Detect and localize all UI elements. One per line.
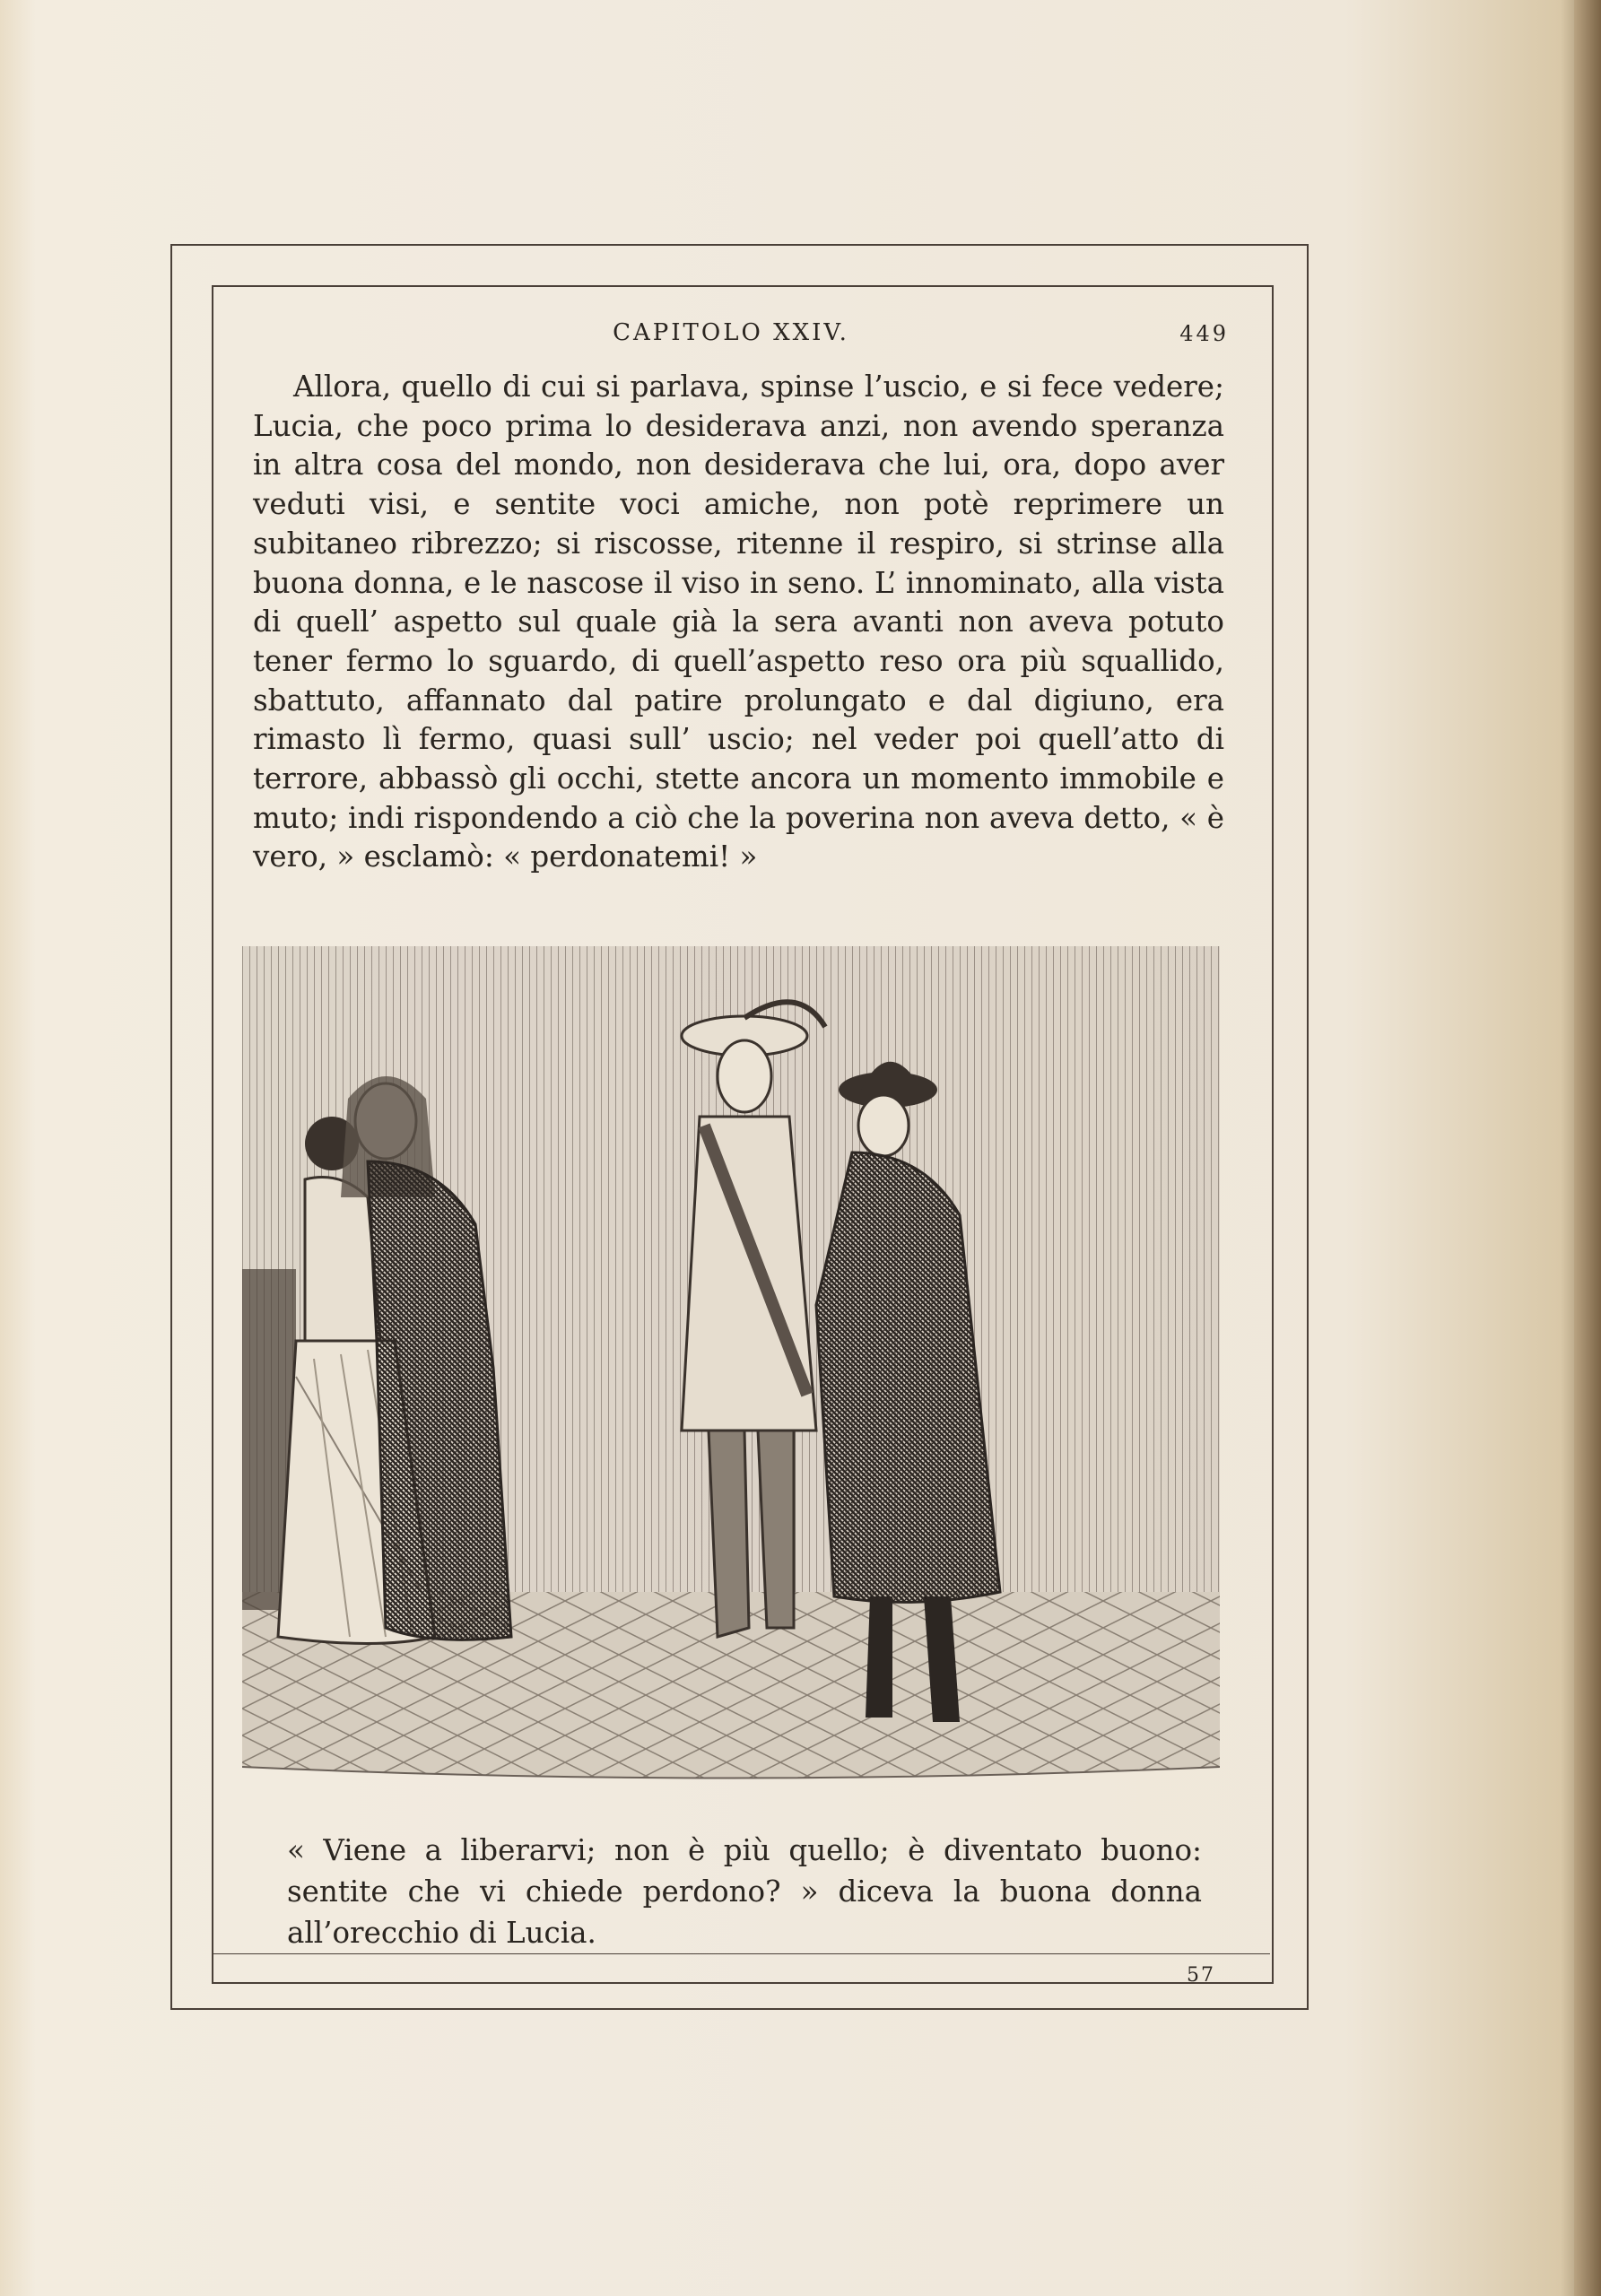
body-paragraph: Allora, quello di cui si parlava, spinse l’uscio, e si fece vedere; Lucia, che poco prima lo desiderava anzi, non avendo speranza in altra cosa del mondo, non desiderava che lui, ora, dopo aver veduti visi, e sentite voci amiche, non potè reprimere un subitaneo ribrezzo; si riscosse, ritenne il respiro, si strinse alla buona donna, e le nascose il viso in seno. L’ innominato, alla vista di quell’ aspetto sul quale già la sera avanti non aveva potuto tener fermo lo sguardo, di quell’aspetto reso ora più squallido, sbattuto, affannato dal patire prolungato e dal digiuno, era rimasto lì fermo, quasi sull’ uscio; nel veder poi quell’atto di terrore, abbassò gli occhi, stette ancora un momento immobile e muto; indi rispondendo a ciò che la poverina non aveva detto, « è vero, » esclamò: « perdonatemi! » xyxy=(253,370,1224,874)
illustration-caption: « Viene a liberarvi; non è più quello; è diventato buono: sentite che vi chiede perdono? » diceva la buona donna all’orecchio di Lucia. xyxy=(287,1833,1202,1950)
page-number: 449 xyxy=(1179,321,1229,346)
bottom-rule xyxy=(212,1953,1270,1954)
page-edge xyxy=(1574,0,1601,2296)
chapter-title: CAPITOLO XXIV. xyxy=(613,319,849,346)
signature-mark: 57 xyxy=(1187,1964,1215,1987)
running-head xyxy=(233,319,1229,355)
engraving-illustration xyxy=(242,928,1220,1785)
